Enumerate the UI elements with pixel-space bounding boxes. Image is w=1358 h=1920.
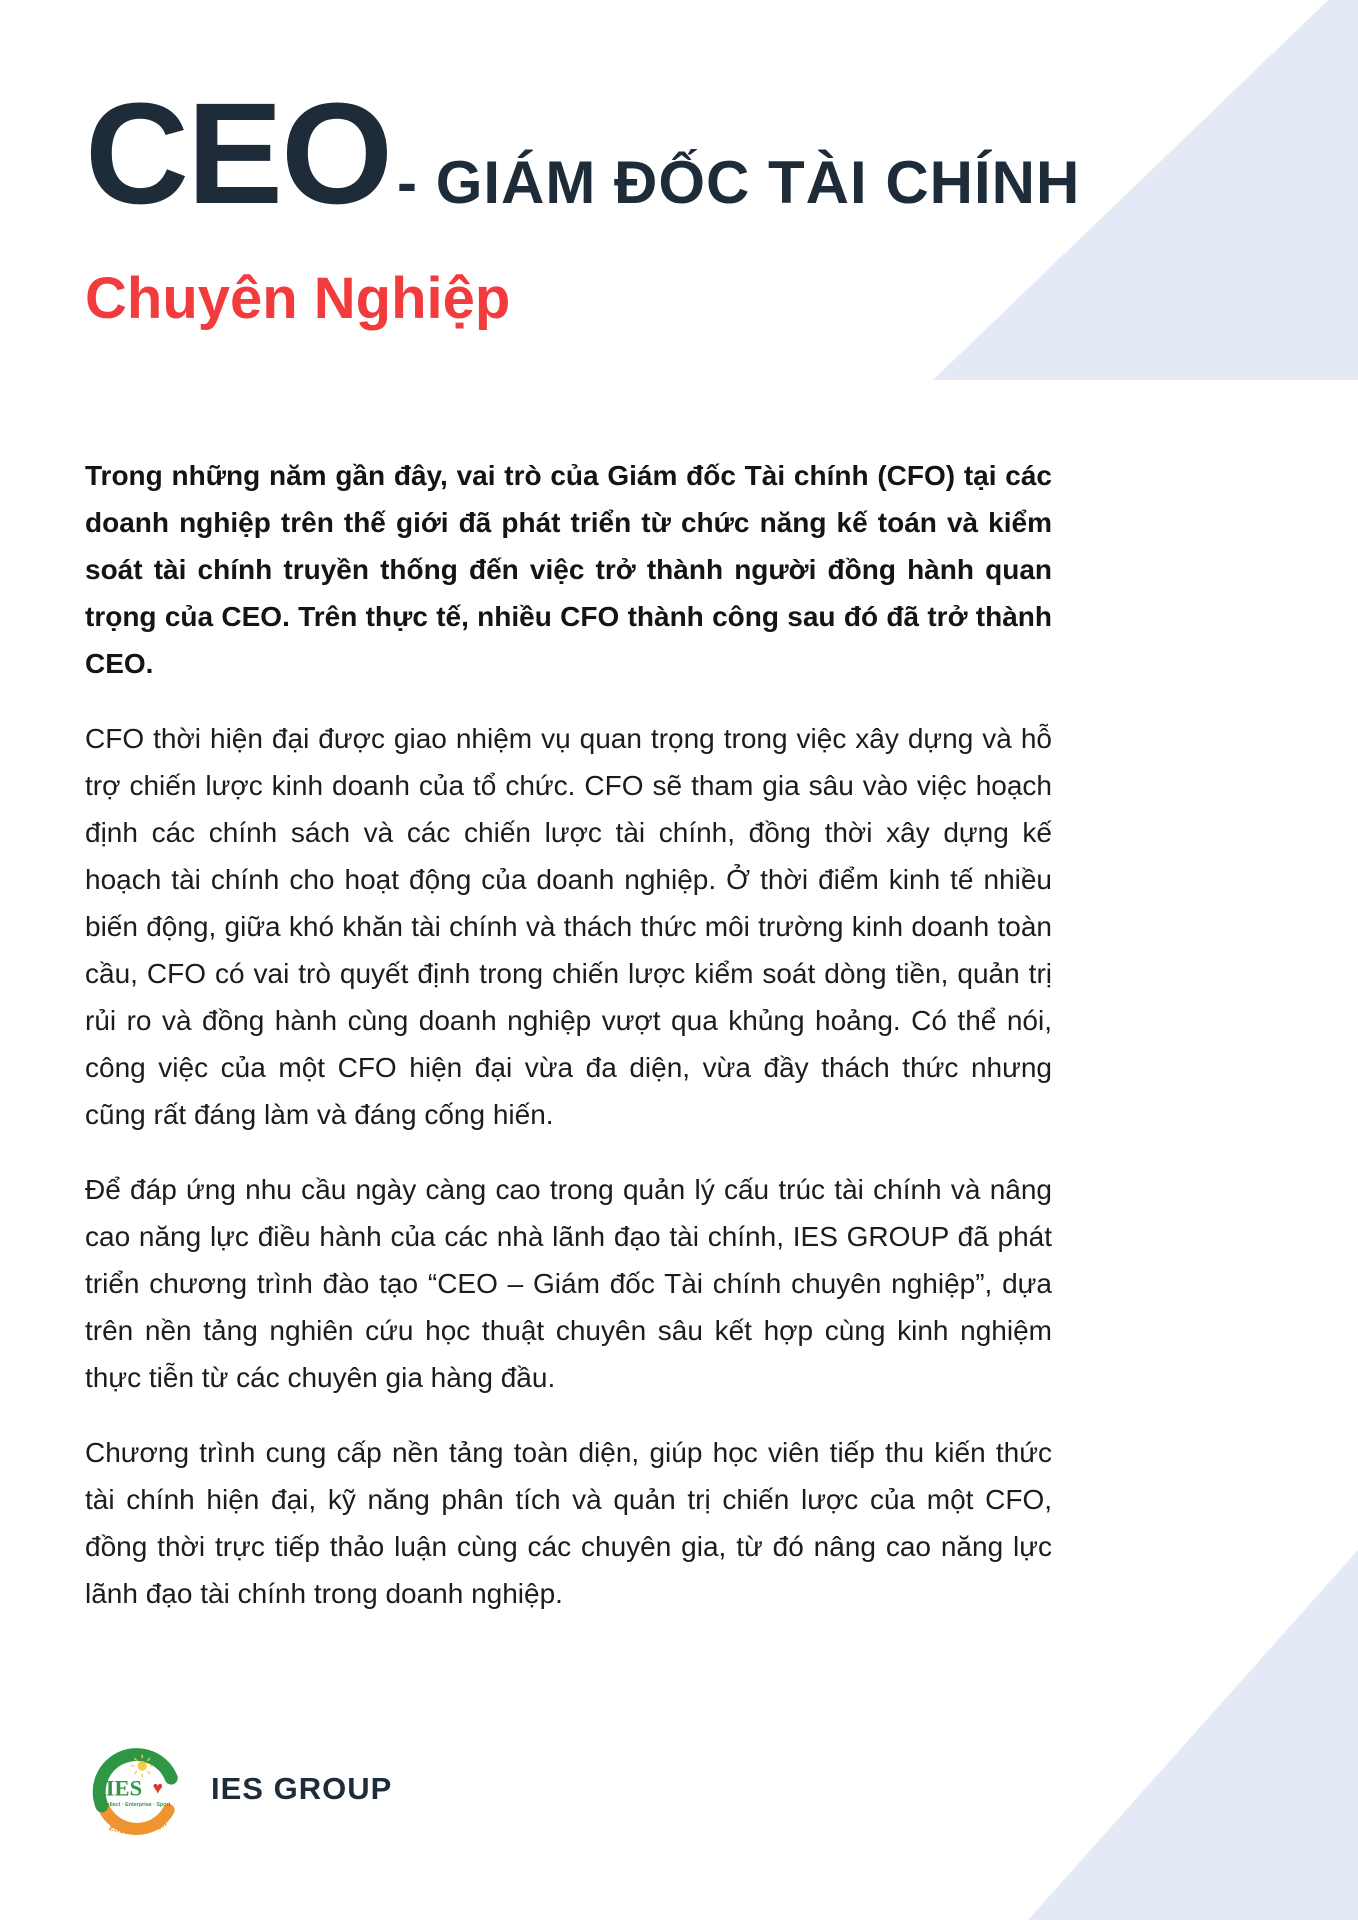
intro-paragraph: Trong những năm gần đây, vai trò của Giám đốc Tài chính (CFO) tại các doanh nghiệp trên thế giới đã phát triển từ chức năng kế toán và kiểm soát tài chính truyền thống đến việc trở thành người đồng hành quan trọng của CEO. Trên thực tế, nhiều CFO thành công sau đó đã trở thành CEO. [85, 459, 1052, 679]
footer [85, 1742, 392, 1854]
title-suffix: - GIÁM ĐỐC TÀI CHÍNH [397, 149, 1081, 216]
logo-acronym: IES [105, 1775, 143, 1801]
page-title [85, 73, 1081, 234]
company-wordmark: IES GROUP [211, 1771, 393, 1806]
page-subtitle: Chuyên Nghiệp [85, 266, 511, 331]
body-paragraph-4: Chương trình cung cấp nền tảng toàn diện, giúp học viên tiếp thu kiến thức tài chính hiện đại, kỹ năng phân tích và quản trị chiến lược của một CFO, đồng thời trực tiếp thảo luận cùng các chuyên gia, từ đó nâng cao năng lực lãnh đạo tài chính trong doanh nghiệp. [85, 1436, 1052, 1609]
body-paragraph-3: Để đáp ứng nhu cầu ngày càng cao trong quản lý cấu trúc tài chính và nâng cao năng lực điều hành của các nhà lãnh đạo tài chính, IES GROUP đã phát triển chương trình đào tạo “CEO – Giám đốc Tài chính chuyên nghiệp”, dựa trên nền tảng nghiên cứu học thuật chuyên sâu kết hợp cùng kinh nghiệm thực tiễn từ các chuyên gia hàng đầu. [85, 1173, 1052, 1393]
title-main: CEO [85, 73, 392, 234]
logo-slogan: Effect Solution [107, 1818, 169, 1837]
heart-icon: ♥ [152, 1777, 163, 1798]
ies-logo-icon [85, 1742, 189, 1854]
corner-decoration-bottom-right [1028, 1550, 1358, 1920]
sun-icon [137, 1761, 147, 1771]
body-paragraph-2: CFO thời hiện đại được giao nhiệm vụ quan trọng trong việc xây dựng và hỗ trợ chiến lược kinh doanh của tổ chức. CFO sẽ tham gia sâu vào việc hoạch định các chính sách và các chiến lược tài chính, đồng thời xây dựng kế hoạch tài chính cho hoạt động của doanh nghiệp. Ở thời điểm kinh tế nhiều biến động, giữa khó khăn tài chính và thách thức môi trường kinh doanh toàn cầu, CFO có vai trò quyết định trong chiến lược kiểm soát dòng tiền, quản trị rủi ro và đồng hành cùng doanh nghiệp vượt qua khủng hoảng. Có thể nói, công việc của một CFO hiện đại vừa đa diện, vừa đầy thách thức nhưng cũng rất đáng làm và đáng cống hiến. [85, 722, 1052, 1130]
body-copy [85, 452, 1052, 1617]
logo-tagline: Intellect · Enterprise · Sport [100, 1801, 171, 1808]
